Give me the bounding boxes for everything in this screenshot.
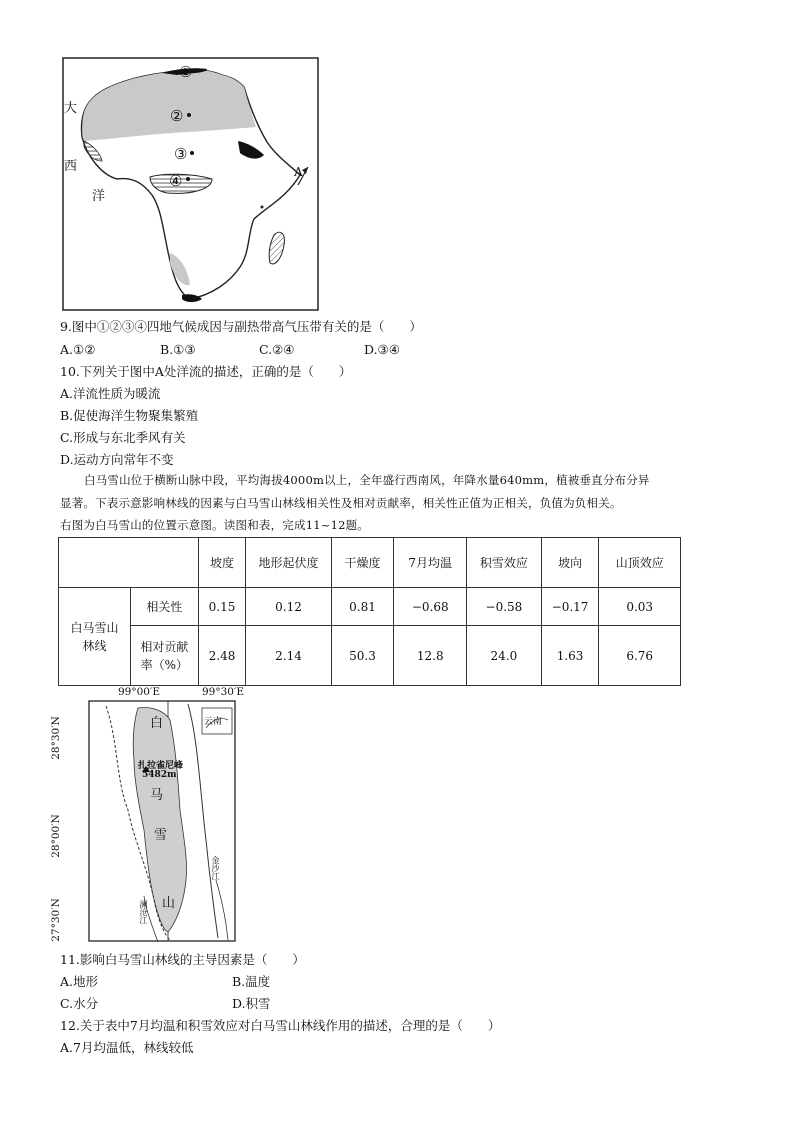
q10-option-d: D.运动方向常年不变: [60, 452, 174, 467]
longitude-label-2: 99°30′E: [202, 686, 245, 698]
marker-2: ②: [170, 107, 184, 125]
table-header-cell: 积雪效应: [467, 538, 542, 588]
table-row: [59, 626, 681, 686]
table-cell: −0.17: [541, 588, 599, 626]
q10-option-a: A.洋流性质为暖流: [60, 386, 161, 401]
passage-line-3: 右图为白马雪山的位置示意图。读图和表，完成11~12题。: [60, 518, 369, 532]
marker-1: ①: [179, 63, 193, 81]
ocean-label-xi: 西: [64, 159, 78, 174]
table-cell: 1.63: [541, 626, 599, 686]
table-cell: 0.03: [599, 588, 681, 626]
q12-option-a: A.7月均温低，林线较低: [60, 1040, 194, 1055]
lancangjiang-label: 澜沧江: [139, 900, 148, 924]
q10-option-b: B.促使海洋生物聚集繁殖: [60, 408, 199, 423]
map-char-xue: 雪: [154, 828, 168, 843]
peak-height-label: 5482m: [142, 770, 177, 780]
africa-map: [62, 57, 319, 311]
table-row-label: 相对贡献率（%）: [130, 626, 198, 686]
table-cell: 24.0: [467, 626, 542, 686]
table-row-group-label: 白马雪山林线: [59, 588, 131, 686]
table-header-cell: 坡度: [198, 538, 246, 588]
marker-3: ③: [174, 145, 188, 163]
table-cell: 2.48: [198, 626, 246, 686]
table-cell: 0.15: [198, 588, 246, 626]
q11-option-b: B.温度: [232, 974, 271, 989]
q9-option-b: B.①③: [160, 342, 196, 357]
latitude-label-1: 28°30′N: [49, 716, 62, 760]
table-cell: 6.76: [599, 626, 681, 686]
table-header-cell: 坡向: [541, 538, 599, 588]
q11-option-d: D.积雪: [232, 996, 271, 1011]
peak-name-label: 扎拉雀尼峰: [138, 761, 184, 771]
table-header-cell: 山顶效应: [599, 538, 681, 588]
map-char-ma: 马: [150, 788, 164, 803]
map-char-bai: 白: [150, 716, 164, 731]
yunnan-label: 云南: [204, 717, 223, 727]
table-header-row: [59, 538, 681, 588]
question-12-stem: 12.关于表中7月均温和积雪效应对白马雪山林线作用的描述，合理的是（ ）: [60, 1018, 501, 1033]
table-cell: −0.68: [394, 588, 467, 626]
table-cell: 0.81: [331, 588, 394, 626]
treeline-factor-table: [58, 537, 681, 686]
question-11-stem: 11.影响白马雪山林线的主导因素是（ ）: [60, 952, 305, 967]
question-10-stem: 10.下列关于图中A处洋流的描述，正确的是（ ）: [60, 364, 352, 379]
longitude-label-1: 99°00′E: [118, 686, 161, 698]
table-header-cell: 7月均温: [394, 538, 467, 588]
q11-option-a: A.地形: [60, 974, 99, 989]
jinshajiang-label: 金沙江: [211, 856, 220, 880]
q10-option-c: C.形成与东北季风有关: [60, 430, 186, 445]
current-label-a: A: [294, 165, 303, 179]
table-corner-cell: [59, 538, 199, 588]
ocean-label-yang: 洋: [92, 189, 106, 204]
table-cell: −0.58: [467, 588, 542, 626]
table-row: [59, 588, 681, 626]
passage-line-1: 白马雪山位于横断山脉中段，平均海拔4000m以上，全年盛行西南风，年降水量640mm，植被垂直分布分异: [84, 473, 650, 487]
q9-option-d: D.③④: [364, 342, 400, 357]
table-row-label: 相关性: [130, 588, 198, 626]
africa-map-graphic: [62, 57, 319, 311]
q9-option-a: A.①②: [60, 342, 96, 357]
table-cell: 50.3: [331, 626, 394, 686]
map-char-shan: 山: [162, 896, 176, 911]
question-9-stem: 9.图中①②③④四地气候成因与副热带高气压带有关的是（ ）: [60, 319, 422, 334]
q11-option-c: C.水分: [60, 996, 99, 1011]
table-cell: 0.12: [246, 588, 331, 626]
baima-location-map: [49, 686, 245, 944]
table-header-cell: 地形起伏度: [246, 538, 331, 588]
passage-line-2: 显著。下表示意影响林线的因素与白马雪山林线相关性及相对贡献率，相关性正值为正相关，负值为负相关。: [60, 496, 622, 510]
ocean-label-da: 大: [64, 101, 78, 116]
latitude-label-2: 28°00′N: [49, 814, 62, 858]
table-cell: 12.8: [394, 626, 467, 686]
table-header-cell: 干燥度: [331, 538, 394, 588]
latitude-label-3: 27°30′N: [49, 898, 62, 942]
q9-option-c: C.②④: [259, 342, 295, 357]
table-cell: 2.14: [246, 626, 331, 686]
marker-4: ④: [169, 172, 183, 190]
